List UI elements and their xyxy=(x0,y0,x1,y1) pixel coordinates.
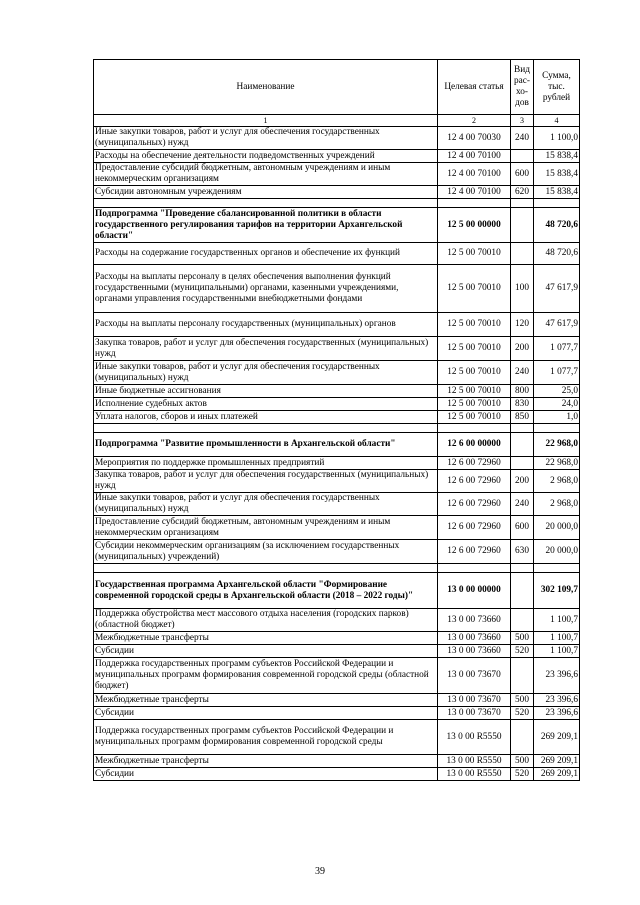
target-item-cell: 12 5 00 70010 xyxy=(438,265,511,313)
table-row xyxy=(94,707,580,720)
expense-type-cell xyxy=(511,658,534,694)
spacer-row xyxy=(94,564,580,573)
amount-cell: 269 209,1 xyxy=(534,755,580,768)
expense-type-cell: 120 xyxy=(511,313,534,337)
table-row xyxy=(94,470,580,493)
target-item-cell: 12 5 00 70010 xyxy=(438,313,511,337)
expense-type-cell xyxy=(511,609,534,632)
empty-cell xyxy=(438,564,511,573)
amount-cell: 302 109,7 xyxy=(534,573,580,609)
header-amount: Сумма, тыс. рублей xyxy=(534,60,580,115)
table-row xyxy=(94,313,580,337)
target-item-cell: 12 5 00 70010 xyxy=(438,243,511,265)
expense-type-cell: 500 xyxy=(511,694,534,707)
target-item-cell: 12 4 00 70100 xyxy=(438,163,511,186)
name-cell: Иные закупки товаров, работ и услуг для обеспечения государственных (муниципальных) нужд xyxy=(94,493,438,516)
amount-cell: 2 968,0 xyxy=(534,470,580,493)
target-item-cell: 12 4 00 70030 xyxy=(438,127,511,150)
empty-cell xyxy=(511,199,534,208)
empty-cell xyxy=(534,424,580,433)
amount-cell: 1 100,7 xyxy=(534,609,580,632)
header-target-item: Целевая статья xyxy=(438,60,511,115)
amount-cell: 48 720,6 xyxy=(534,243,580,265)
target-item-cell: 12 5 00 70010 xyxy=(438,411,511,424)
table-row xyxy=(94,632,580,645)
table-row xyxy=(94,493,580,516)
spacer-row xyxy=(94,199,580,208)
expense-type-cell: 600 xyxy=(511,516,534,540)
target-item-cell: 12 5 00 70010 xyxy=(438,398,511,411)
amount-cell: 15 838,4 xyxy=(534,163,580,186)
target-item-cell: 12 4 00 70100 xyxy=(438,186,511,199)
name-cell: Подпрограмма "Развитие промышленности в Архангельской области" xyxy=(94,433,438,457)
empty-cell xyxy=(438,199,511,208)
header-expense-type: Вид рас-хо-дов xyxy=(511,60,534,115)
target-item-cell: 13 0 00 R5550 xyxy=(438,720,511,755)
amount-cell: 1 077,7 xyxy=(534,361,580,385)
amount-cell: 269 209,1 xyxy=(534,768,580,781)
table-row xyxy=(94,720,580,755)
table-row xyxy=(94,243,580,265)
table-row xyxy=(94,540,580,564)
amount-cell: 1 100,7 xyxy=(534,645,580,658)
name-cell: Мероприятия по поддержке промышленных предприятий xyxy=(94,457,438,470)
table-row xyxy=(94,694,580,707)
table-row xyxy=(94,768,580,781)
amount-cell: 22 968,0 xyxy=(534,433,580,457)
table-row xyxy=(94,186,580,199)
name-cell: Предоставление субсидий бюджетным, автономным учреждениям и иным некоммерческим организациям xyxy=(94,163,438,186)
name-cell: Закупка товаров, работ и услуг для обеспечения государственных (муниципальных) нужд xyxy=(94,337,438,361)
expense-type-cell: 100 xyxy=(511,265,534,313)
target-item-cell: 12 5 00 00000 xyxy=(438,208,511,243)
name-cell: Поддержка государственных программ субъектов Российской Федерации и муниципальных программ формирования современной городской среды (областной бюджет) xyxy=(94,658,438,694)
expense-type-cell: 520 xyxy=(511,645,534,658)
amount-cell: 23 396,6 xyxy=(534,707,580,720)
table-row xyxy=(94,609,580,632)
empty-cell xyxy=(94,199,438,208)
empty-cell xyxy=(511,564,534,573)
amount-cell: 23 396,6 xyxy=(534,694,580,707)
amount-cell: 47 617,9 xyxy=(534,265,580,313)
table-row xyxy=(94,265,580,313)
expense-type-cell: 630 xyxy=(511,540,534,564)
amount-cell: 1,0 xyxy=(534,411,580,424)
amount-cell: 24,0 xyxy=(534,398,580,411)
name-cell: Субсидии xyxy=(94,707,438,720)
expense-type-cell: 240 xyxy=(511,493,534,516)
table-row xyxy=(94,645,580,658)
name-cell: Государственная программа Архангельской области "Формирование современной городской среды в Архангельской области (2018 – 2022 годы)" xyxy=(94,573,438,609)
expense-type-cell xyxy=(511,208,534,243)
amount-cell: 20 000,0 xyxy=(534,516,580,540)
expense-type-cell: 500 xyxy=(511,755,534,768)
expense-type-cell: 850 xyxy=(511,411,534,424)
empty-cell xyxy=(534,199,580,208)
page-number: 39 xyxy=(315,866,325,877)
name-cell: Субсидии xyxy=(94,768,438,781)
expense-type-cell: 240 xyxy=(511,127,534,150)
spacer-row xyxy=(94,424,580,433)
target-item-cell: 12 6 00 72960 xyxy=(438,540,511,564)
target-item-cell: 13 0 00 73660 xyxy=(438,645,511,658)
target-item-cell: 13 0 00 73670 xyxy=(438,694,511,707)
empty-cell xyxy=(94,564,438,573)
name-cell: Субсидии xyxy=(94,645,438,658)
target-item-cell: 12 6 00 00000 xyxy=(438,433,511,457)
table-row xyxy=(94,150,580,163)
budget-table-body xyxy=(94,60,580,781)
name-cell: Подпрограмма "Проведение сбалансированной политики в области государственного регулирования тарифов на территории Архангельской области" xyxy=(94,208,438,243)
name-cell: Расходы на выплаты персоналу в целях обеспечения выполнения функций государственными (муниципальными) органами, казенными учреждениями, органами управления государственными внебюджетными фондами xyxy=(94,265,438,313)
name-cell: Иные закупки товаров, работ и услуг для обеспечения государственных (муниципальных) нужд xyxy=(94,361,438,385)
table-row xyxy=(94,163,580,186)
amount-cell: 2 968,0 xyxy=(534,493,580,516)
table-header-row xyxy=(94,60,580,115)
name-cell: Субсидии некоммерческим организациям (за исключением государственных (муниципальных) учреждений) xyxy=(94,540,438,564)
expense-type-cell: 520 xyxy=(511,707,534,720)
name-cell: Иные бюджетные ассигнования xyxy=(94,385,438,398)
expense-type-cell: 200 xyxy=(511,337,534,361)
target-item-cell: 13 0 00 73660 xyxy=(438,632,511,645)
empty-cell xyxy=(94,424,438,433)
expense-type-cell xyxy=(511,433,534,457)
expense-type-cell: 800 xyxy=(511,385,534,398)
expense-type-cell: 200 xyxy=(511,470,534,493)
name-cell: Поддержка государственных программ субъектов Российской Федерации и муниципальных программ формирования современной городской среды xyxy=(94,720,438,755)
name-cell: Расходы на выплаты персоналу государственных (муниципальных) органов xyxy=(94,313,438,337)
target-item-cell: 12 5 00 70010 xyxy=(438,337,511,361)
expense-type-cell xyxy=(511,457,534,470)
amount-cell: 1 077,7 xyxy=(534,337,580,361)
amount-cell: 25,0 xyxy=(534,385,580,398)
table-row xyxy=(94,755,580,768)
empty-cell xyxy=(534,564,580,573)
name-cell: Предоставление субсидий бюджетным, автономным учреждениям и иным некоммерческим организациям xyxy=(94,516,438,540)
target-item-cell: 12 6 00 72960 xyxy=(438,457,511,470)
header-name: Наименование xyxy=(94,60,438,115)
expense-type-cell: 520 xyxy=(511,768,534,781)
name-cell: Иные закупки товаров, работ и услуг для обеспечения государственных (муниципальных) нужд xyxy=(94,127,438,150)
name-cell: Расходы на обеспечение деятельности подведомственных учреждений xyxy=(94,150,438,163)
column-number-row xyxy=(94,115,580,127)
target-item-cell: 12 5 00 70010 xyxy=(438,361,511,385)
name-cell: Уплата налогов, сборов и иных платежей xyxy=(94,411,438,424)
expense-type-cell xyxy=(511,150,534,163)
name-cell: Межбюджетные трансферты xyxy=(94,632,438,645)
expense-type-cell xyxy=(511,573,534,609)
amount-cell: 22 968,0 xyxy=(534,457,580,470)
table-row xyxy=(94,658,580,694)
target-item-cell: 12 4 00 70100 xyxy=(438,150,511,163)
name-cell: Субсидии автономным учреждениям xyxy=(94,186,438,199)
name-cell: Расходы на содержание государственных органов и обеспечение их функций xyxy=(94,243,438,265)
section-row xyxy=(94,573,580,609)
amount-cell: 1 100,7 xyxy=(534,632,580,645)
column-number: 3 xyxy=(511,115,534,127)
amount-cell: 1 100,0 xyxy=(534,127,580,150)
amount-cell: 48 720,6 xyxy=(534,208,580,243)
amount-cell: 20 000,0 xyxy=(534,540,580,564)
target-item-cell: 13 0 00 73670 xyxy=(438,707,511,720)
target-item-cell: 12 6 00 72960 xyxy=(438,516,511,540)
table-row xyxy=(94,337,580,361)
name-cell: Закупка товаров, работ и услуг для обеспечения государственных (муниципальных) нужд xyxy=(94,470,438,493)
amount-cell: 23 396,6 xyxy=(534,658,580,694)
target-item-cell: 12 6 00 72960 xyxy=(438,493,511,516)
table-row xyxy=(94,398,580,411)
expense-type-cell xyxy=(511,720,534,755)
empty-cell xyxy=(511,424,534,433)
target-item-cell: 12 5 00 70010 xyxy=(438,385,511,398)
name-cell: Поддержка обустройства мест массового отдыха населения (городских парков) (областной бюджет) xyxy=(94,609,438,632)
table-row xyxy=(94,385,580,398)
amount-cell: 269 209,1 xyxy=(534,720,580,755)
amount-cell: 15 838,4 xyxy=(534,186,580,199)
section-row xyxy=(94,433,580,457)
name-cell: Межбюджетные трансферты xyxy=(94,755,438,768)
expense-type-cell: 240 xyxy=(511,361,534,385)
target-item-cell: 12 6 00 72960 xyxy=(438,470,511,493)
expense-type-cell: 830 xyxy=(511,398,534,411)
amount-cell: 15 838,4 xyxy=(534,150,580,163)
expense-type-cell xyxy=(511,243,534,265)
empty-cell xyxy=(438,424,511,433)
column-number: 4 xyxy=(534,115,580,127)
target-item-cell: 13 0 00 73660 xyxy=(438,609,511,632)
table-row xyxy=(94,516,580,540)
budget-table xyxy=(93,59,580,781)
column-number: 2 xyxy=(438,115,511,127)
amount-cell: 47 617,9 xyxy=(534,313,580,337)
expense-type-cell: 620 xyxy=(511,186,534,199)
expense-type-cell: 500 xyxy=(511,632,534,645)
table-row xyxy=(94,457,580,470)
name-cell: Межбюджетные трансферты xyxy=(94,694,438,707)
target-item-cell: 13 0 00 73670 xyxy=(438,658,511,694)
target-item-cell: 13 0 00 R5550 xyxy=(438,768,511,781)
column-number: 1 xyxy=(94,115,438,127)
table-row xyxy=(94,411,580,424)
target-item-cell: 13 0 00 00000 xyxy=(438,573,511,609)
table-row xyxy=(94,361,580,385)
name-cell: Исполнение судебных актов xyxy=(94,398,438,411)
expense-type-cell: 600 xyxy=(511,163,534,186)
section-row xyxy=(94,208,580,243)
target-item-cell: 13 0 00 R5550 xyxy=(438,755,511,768)
table-row xyxy=(94,127,580,150)
